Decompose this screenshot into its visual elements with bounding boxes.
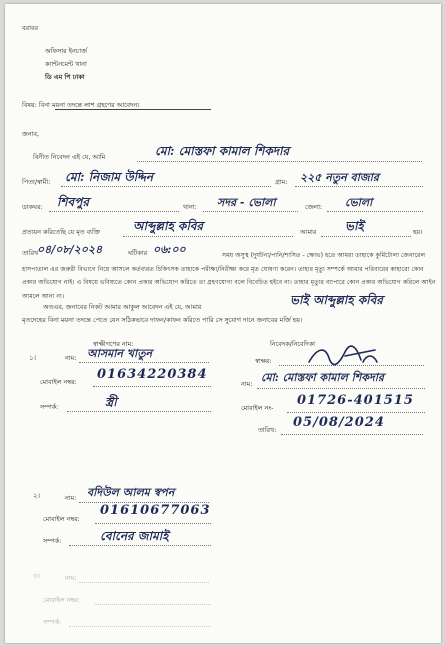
father-label: পিতা/স্বামী: [22,178,51,186]
post-handwritten: শিবপুর [57,195,89,209]
relation-suffix: হয়। [413,228,423,236]
declare-label: প্রত্যয়ন করিতেছি যে মৃত ব্যক্তি [22,228,101,236]
village-label: গ্রাম: [275,178,288,186]
relation-label: আমার [300,228,317,236]
applicant-mobile-dotline [287,412,425,413]
applicant-name-sign-handwritten: মো: মোস্তফা কামাল শিকদার [261,371,384,384]
thana-label: থানা: [183,203,197,211]
witnesses-title: স্বাক্ষীগণের নাম: [93,340,134,348]
applicant-signature [305,344,385,368]
addressee-line2: ক্যান্টনমেন্ট থানা [45,60,87,68]
witness-mobile-label: মোবাইল নম্বর: [43,515,80,523]
witness-name-dotline [79,582,209,583]
addressee-to: বরাবর [22,24,38,32]
witness-mobile-handwritten: 01610677063 [100,503,211,518]
date-handwritten: ০৪/০৮/২০২৪ [37,243,103,256]
relation-dotline [321,236,411,237]
applicant-mobile-label: মোবাইল নং- [241,404,274,412]
witness-relation-label: সম্পর্ক: [43,537,62,545]
witness-relation-handwritten: স্ত্রী [105,395,117,409]
deceased-repeat-handwritten: ভাই আব্দুল্লাহ কবির [290,293,383,307]
time-handwritten: ০৬:০০ [153,243,186,256]
witness-mobile-dotline [93,386,211,387]
witness-name-handwritten: বদিউল আলম স্বপন [87,486,175,499]
witness-mobile-handwritten: 01634220384 [97,367,208,382]
applicant-date-handwritten: 05/08/2024 [293,415,385,430]
witness-relation-dotline [67,411,211,412]
request-text: অতএব, জনাবের নিকট আমার আকুল আবেদন এই যে, আমার [43,303,202,311]
witness-index: ১। [29,354,37,362]
zila-dotline [327,211,423,212]
subject-underline [55,109,211,110]
zila-label: জেলা: [305,203,323,211]
applicant-name-dotline [257,388,425,389]
addressee-line1: অফিসার ইনচার্জ [45,47,87,55]
applicant-name-handwritten: মো: মোস্তফা কামাল শিকদার [155,144,290,158]
witness-mobile-label: মোবাইল নম্বর: [43,596,80,604]
witness-mobile-dotline [95,604,211,605]
document-page [5,4,441,643]
applicant-mobile-handwritten: 01726-401515 [297,393,414,408]
witness-name-label: নাম: [65,574,77,582]
witness-relation-label: সম্পর্ক: [43,618,62,626]
date-label: তারিখ [22,249,39,257]
witness-name-label: নাম: [65,354,77,362]
applicant-sign-label: স্বাক্ষর: [255,357,272,365]
witness-index: ৩। [33,572,41,580]
witness-relation-dotline [69,626,211,627]
father-name-handwritten: মো: নিজাম উদ্দিন [65,170,154,184]
subject-line: বিষয়: বিনা ময়না তদন্তে লাশ গ্রহণের আবেদন। [22,101,140,109]
applicant-name-label: নাম: [241,380,253,388]
witness-name-handwritten: আসমান খাতুন [87,347,153,360]
witness-relation-label: সম্পর্ক: [40,403,59,411]
witness-index: ২। [33,492,41,500]
applicant-date-label: তারিখ: [258,426,277,434]
witness-name-label: নাম: [65,494,77,502]
applicant-date-dotline [281,434,423,435]
village-handwritten: ২২৫ নতুন বাজার [300,171,379,184]
relation-handwritten: ভাই [345,219,364,233]
intro-label: বিনীত নিবেদন এই যে, আমি [33,153,106,161]
witness-mobile-label: মোবাইল নম্বর: [40,378,77,386]
request-text2: মৃতদেহের বিনা ময়না তদন্তে পেতে যেন সঠিকভাবে দাফন/কাফন করিতে পারি সে সুযোগ দানে জনাবের মর্জি হয়। [22,316,303,324]
post-label: ডাকঘর: [22,203,43,211]
deceased-handwritten: আব্দুল্লাহ কবির [133,219,204,233]
witness-relation-handwritten: বোনের জামাই [100,529,169,543]
addressee-line3: ডি এম পি ঢাকা [45,73,85,81]
time-label: ঘটিকার [128,249,148,257]
zila-handwritten: ভোলা [345,196,373,209]
body-paragraph: সময় অসুস্থ (দুর্ঘটনা/পানি/শাসিত - ক্ষোভ) হতে আমরা তাহাকে কুর্মিটোলা জেনারেল হাসপাতাল এর জরুরী বিভাগে নিয়ে আসলে কর্তব্যরত চিকিৎসক তাহাকে পরীক্ষা/নিরীক্ষা করে মৃত ঘোষণা করেন। তাহার মৃত্যু সম্পর্কে আমার পরিবারের কাহারো কোন প্রকার অভিযোগ নাই। এ বিষয়ে ভবিষ্যতে কোন প্রকার অভিযোগ করিতে তা গ্রহণযোগ্য বলে বিবেচিত হইবে না। তাহার মৃত্যুর ব্যাপারে কোন প্রকার অভিযোগ করিলে আইন আমলে আনা না। [22,252,436,300]
thana-handwritten: সদর - ভোলা [217,196,276,209]
applicant-title: নিবেদক/নিবেদিকা [270,340,316,348]
witness-mobile-dotline [95,523,211,524]
salutation: জনাব, [22,130,39,138]
